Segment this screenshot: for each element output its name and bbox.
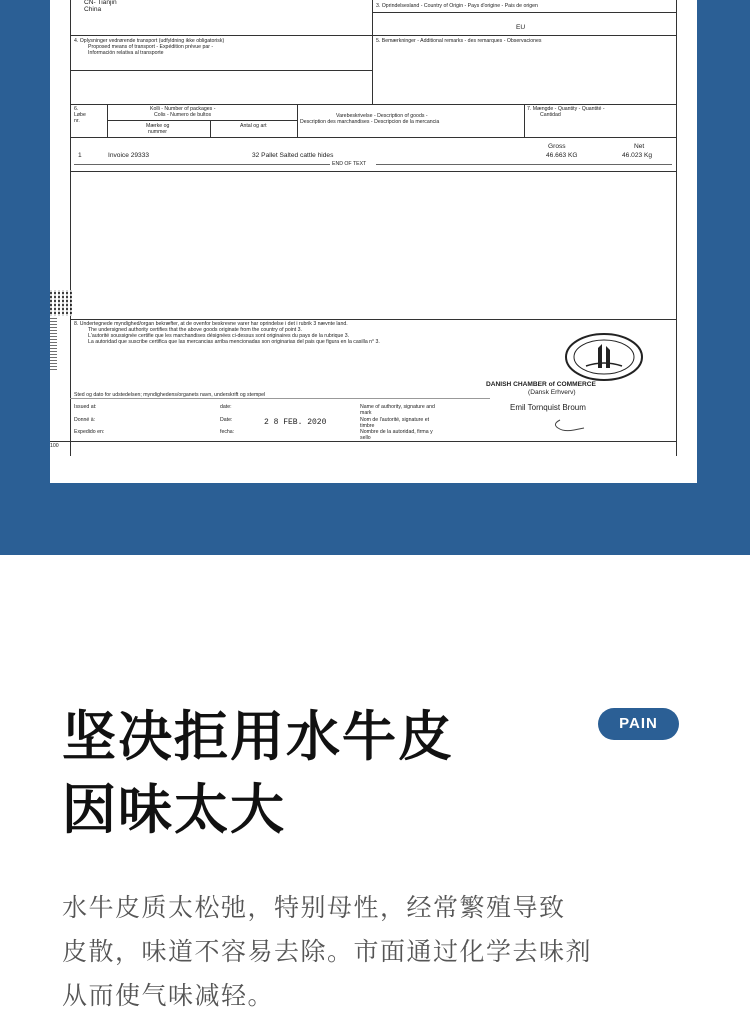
donne-a-label: Donné à: (74, 417, 96, 423)
name-en-1: Name of authority, signature and (360, 404, 435, 410)
date-label-es: fecha: (220, 429, 235, 435)
box4-label-3: Información relativa al transporte (88, 50, 164, 56)
name-es-1: Nombre de la autoridad, firma y (360, 429, 433, 435)
col-marks-1: Mærke og (146, 123, 170, 129)
box8-line-3: L'autorité soussignée certifie que les marchandises désignées ci-dessus sont originaires du pays de la rubrique 3. (88, 333, 350, 339)
box4-label-1: 4. Oplysninger vedrørende transport (udfyldning ikke obligatorisk) (74, 38, 225, 44)
gross-label: Gross (548, 143, 566, 150)
box6-label: 6. (74, 106, 79, 112)
date-label-en: date: (220, 404, 232, 410)
name-es-2: sello (360, 435, 371, 441)
name-en-2: mark (360, 410, 372, 416)
col-packages-2: Colis - Numero de bultos (154, 112, 212, 118)
chamber-name: DANISH CHAMBER of COMMERCE (486, 381, 596, 388)
col-marks-2: nummer (148, 129, 168, 135)
chamber-subname: (Dansk Erhverv) (528, 389, 576, 396)
row-goods: 32 Pallet Salted cattle hides (252, 152, 334, 159)
frame-middle-line (372, 0, 373, 105)
date-label-fr: Date: (220, 417, 233, 423)
col-count: Antal og art (240, 123, 267, 129)
row-number: 1 (78, 152, 82, 159)
chamber-seal-icon (564, 332, 644, 382)
signatory-name: Emil Tornquist Broum (510, 403, 586, 412)
box3-label: 3. Oprindelsesland - Country of Origin - Pays d'origine - Pais de origen (376, 3, 538, 9)
col-desc-1: Varebeskrivelse - Description of goods - (336, 113, 428, 119)
col-nr: nr. (74, 118, 80, 124)
row-invoice: Invoice 29333 (108, 152, 150, 159)
row-gross: 46.663 KG (546, 152, 578, 159)
frame-left-line (70, 0, 71, 456)
box7-label-1: 7. Mængde - Quantity - Quantité - (527, 106, 605, 112)
consignee-city: CN- Tianjin (84, 0, 117, 6)
side-barcode (50, 318, 57, 370)
box8-line-1: 8. Undertegnede myndighed/organ bekræfter, at de ovenfor beskrevne varer har oprindelse i det i rubrik 3 nævnte land. (74, 321, 348, 327)
row-net: 46.023 Kg (622, 152, 653, 159)
body-line-1: 水牛皮质太松弛，特别母性，经常繁殖导致 (62, 894, 566, 922)
signature-icon (550, 416, 590, 436)
box5-label: 5. Bemærkninger - Additional remarks - des remarques - Observaciones (376, 38, 542, 44)
body-line-3: 从而使气味减轻。 (62, 982, 275, 1010)
pain-badge: PAIN (598, 708, 679, 740)
body-line-2: 皮散，味道不容易去除。市面通过化学去味剂 (62, 938, 593, 966)
certificate-of-origin-scan (50, 0, 697, 483)
box4-label-2: Proposed means of transport - Expédition prévue par - (88, 44, 214, 50)
col-lobe: Løbe (74, 112, 86, 118)
headline-line-2: 因味太大 (62, 780, 286, 840)
consignee-country: China (84, 6, 102, 13)
box8-line-4: La autoridad que suscribe certifica que las mercancias arriba mencionadas son originarias del pais que figura en la casilla n° 3. (88, 339, 380, 345)
name-fr-1: Nom de l'autorité, signature et (360, 417, 430, 423)
page-number: 100 (50, 443, 59, 449)
place-date-label: Sted og dato for udstedelsen; myndighedens/organets navn, underskrift og stempel (74, 392, 266, 398)
origin-value: EU (516, 24, 526, 31)
end-of-text: END OF TEXT (332, 161, 367, 167)
col-desc-2: Description des marchandises - Descripcion de la mercancia (300, 119, 440, 125)
frame-right-line (676, 0, 677, 456)
col-packages-1: Kolli - Number of packages - (150, 106, 216, 112)
expedido-en-label: Expedido en: (74, 429, 105, 435)
headline-line-1: 坚决拒用水牛皮 (62, 707, 454, 767)
box7-label-2: Cantidad (540, 112, 561, 118)
name-fr-2: timbre (360, 423, 375, 429)
qr-code (50, 290, 74, 316)
issue-date-stamp: 2 8 FEB. 2020 (264, 418, 327, 427)
issued-at-label: Issued at: (74, 404, 97, 410)
box8-line-2: The undersigned authority certifies that the above goods originate from the country of point 3. (88, 327, 302, 333)
net-label: Net (634, 143, 645, 150)
